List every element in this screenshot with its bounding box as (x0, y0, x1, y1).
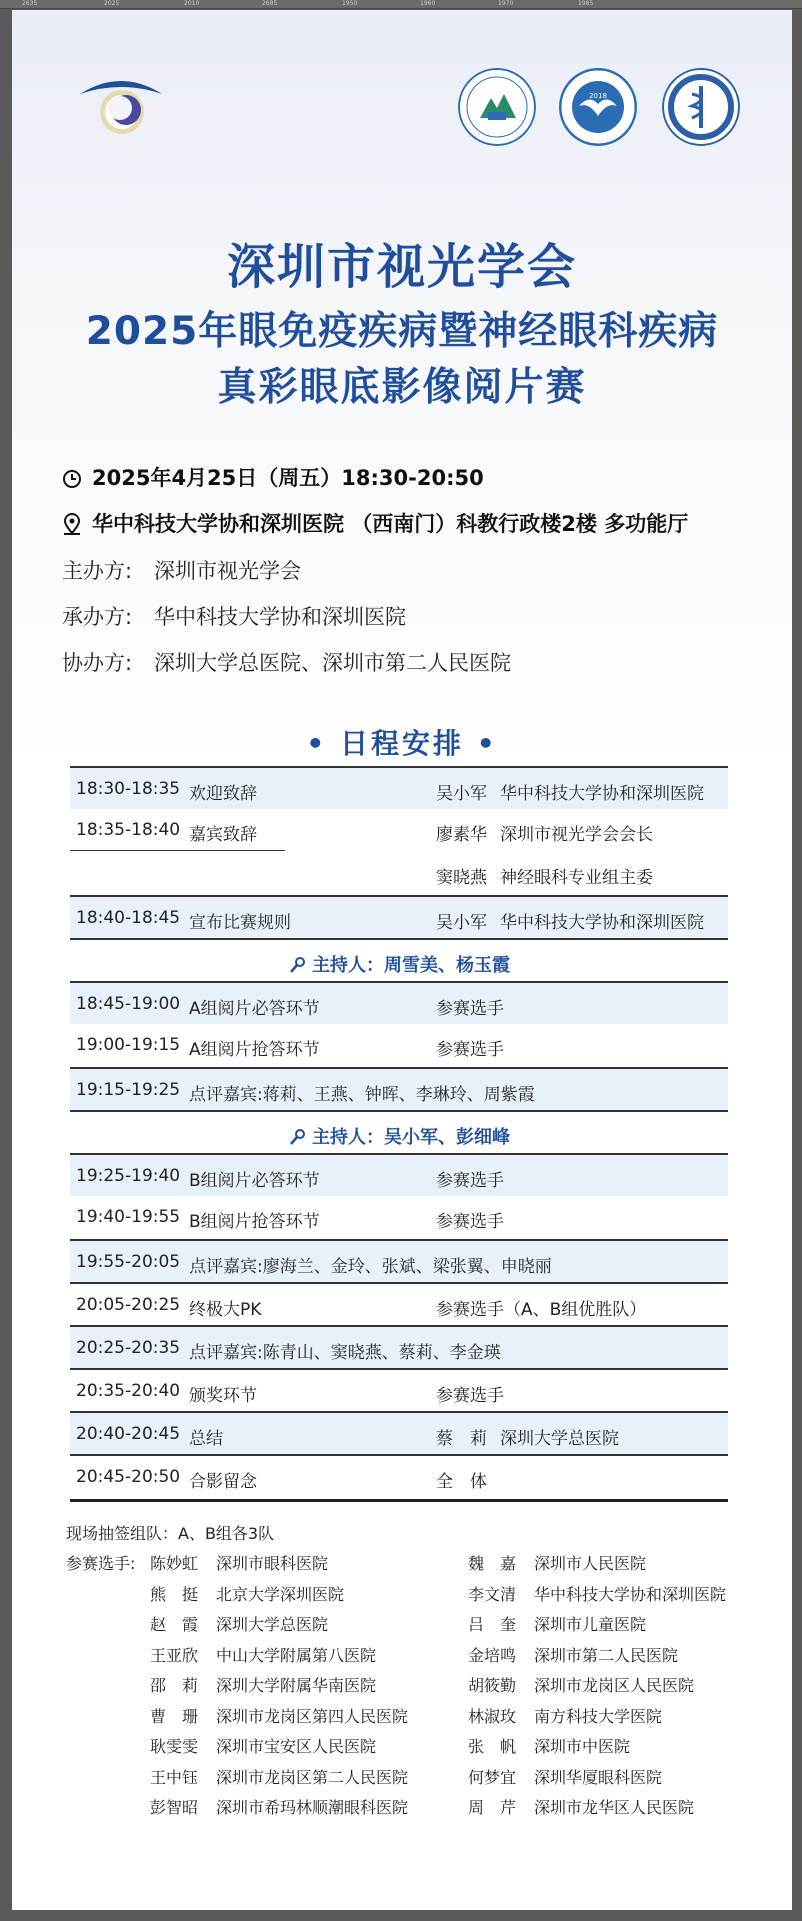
schedule-item: B组阅片抢答环节 (189, 1212, 320, 1232)
host-row-content (70, 951, 728, 977)
ruler-tick: 2635 (22, 0, 38, 7)
schedule-row (70, 1325, 728, 1368)
schedule-row (70, 1239, 728, 1282)
schedule-time: 19:40-19:55 (76, 1207, 181, 1227)
speaker-org: 华中科技大学协和深圳医院 (500, 913, 704, 933)
participants-label: 参赛选手: (66, 1554, 136, 1573)
schedule-row (70, 1153, 728, 1196)
participant-name: 胡筱勤 (468, 1676, 517, 1695)
location-pin-icon (62, 513, 82, 535)
schedule-item: 点评嘉宾:廖海兰、金玲、张斌、梁张翼、申晓丽 (189, 1257, 552, 1277)
participant-org: 北京大学深圳医院 (216, 1584, 345, 1604)
speaker-org: 深圳大学总医院 (500, 1429, 619, 1449)
participant-org: 深圳市龙岗区第二人民医院 (216, 1767, 409, 1787)
participant-org: 深圳市眼科医院 (216, 1554, 329, 1573)
participant-name: 何梦宜 (468, 1767, 517, 1787)
shenzhen-university-seal-icon (559, 68, 637, 146)
schedule-item: A组阅片抢答环节 (189, 1040, 320, 1060)
schedule-time: 19:15-19:25 (76, 1080, 181, 1100)
participant-org: 深圳华厦眼科医院 (534, 1767, 663, 1787)
schedule-time: 18:40-18:45 (76, 908, 181, 928)
participant-org: 深圳市宝安区人民医院 (216, 1737, 377, 1756)
speaker-org: 深圳市视光学会会长 (500, 825, 653, 845)
host-names: 主持人：吴小军、彭细峰 (312, 1127, 510, 1148)
schedule-row (70, 766, 728, 809)
schedule-item: 点评嘉宾:蒋莉、王燕、钟晖、李琳玲、周紫霞 (189, 1085, 535, 1105)
participant-name: 曹 珊 (150, 1706, 199, 1726)
ruler (0, 0, 802, 9)
title-line-1: 深圳市视光学会 (226, 239, 577, 295)
event-datetime (62, 462, 484, 492)
co-organizer-line (62, 647, 511, 677)
ruler-tick: 2010 (184, 0, 200, 7)
participant-org: 深圳大学总医院 (216, 1615, 329, 1634)
speaker-name: 窦晓燕 (436, 868, 487, 888)
speaker-name: 参赛选手（A、B组优胜队） (436, 1300, 647, 1320)
event-venue (62, 508, 688, 538)
ruler-tick: 1950 (342, 0, 358, 7)
host-label: 主办方: (62, 559, 133, 583)
schedule-row (70, 1411, 728, 1454)
title-line-2: 2025年眼免疫疾病暨神经眼科疾病 (85, 309, 719, 354)
speaker-org: 华中科技大学协和深圳医院 (500, 784, 704, 804)
schedule-time: 19:25-19:40 (76, 1166, 181, 1186)
participant-org: 南方科技大学医院 (534, 1706, 663, 1726)
schedule-item: A组阅片必答环节 (189, 999, 320, 1019)
schedule-row (70, 1024, 728, 1067)
co-organizer-value: 深圳大学总医院、深圳市第二人民医院 (154, 651, 511, 675)
speaker-name: 廖素华 (436, 825, 487, 845)
participant-name: 张 帆 (468, 1737, 517, 1756)
schedule-row (70, 1368, 728, 1411)
schedule-time: 19:55-20:05 (76, 1252, 181, 1272)
participant-org: 深圳大学附属华南医院 (216, 1676, 377, 1695)
schedule-time: 18:45-19:00 (76, 994, 181, 1014)
schedule-time: 19:00-19:15 (76, 1035, 181, 1055)
organizer-value: 华中科技大学协和深圳医院 (154, 605, 406, 629)
host-line (62, 555, 301, 585)
schedule-item: 总结 (189, 1429, 223, 1449)
clock-icon (62, 469, 82, 489)
nanshan-hospital-seal-icon (458, 68, 536, 146)
schedule-item: 颁奖环节 (189, 1386, 257, 1406)
participant-org: 深圳市龙岗区人民医院 (534, 1676, 695, 1695)
speaker-name: 参赛选手 (436, 1386, 504, 1406)
participant-name: 魏 嘉 (468, 1554, 517, 1573)
speaker-org: 神经眼科专业组主委 (500, 868, 653, 888)
schedule-row (70, 981, 728, 1024)
participant-name: 陈妙虹 (150, 1554, 199, 1573)
speaker-name: 参赛选手 (436, 1171, 504, 1191)
participant-name: 李文清 (468, 1584, 517, 1604)
host-row (70, 938, 728, 981)
schedule-time: 20:40-20:45 (76, 1424, 181, 1444)
organizer-label: 承办方: (62, 605, 133, 629)
ruler-tick: 1970 (498, 0, 514, 7)
seal-year: 2018 (589, 92, 607, 100)
ruler-tick: 1960 (420, 0, 436, 7)
participant-name: 金培鸣 (468, 1645, 517, 1665)
host-names: 主持人：周雪美、杨玉霞 (312, 955, 510, 976)
participant-name: 熊 挺 (150, 1584, 199, 1604)
participant-org: 深圳市龙岗区第四人民医院 (216, 1706, 409, 1726)
poster (12, 10, 792, 1910)
ruler-tick: 1985 (578, 0, 594, 7)
host-row (70, 1110, 728, 1153)
schedule-item: 欢迎致辞 (189, 784, 257, 804)
participant-name: 耿雯雯 (150, 1737, 199, 1756)
participant-name: 王中钰 (150, 1767, 199, 1787)
row-underline (70, 850, 285, 851)
schedule-row (70, 852, 728, 895)
speaker-name: 参赛选手 (436, 1212, 504, 1232)
participant-org: 中山大学附属第八医院 (216, 1645, 377, 1665)
participant-org: 深圳市第二人民医院 (534, 1645, 679, 1665)
participant-name: 邵 莉 (150, 1676, 199, 1695)
datetime-text: 2025年4月25日（周五）18:30-20:50 (92, 466, 484, 490)
draw-note: 现场抽签组队：A、B组各3队 (66, 1524, 275, 1543)
speaker-name: 吴小军 (436, 784, 487, 804)
participant-name: 林淑玫 (468, 1706, 517, 1726)
schedule-row (70, 1454, 728, 1497)
participant-name: 王亚欣 (150, 1645, 199, 1665)
schedule-time: 18:35-18:40 (76, 820, 181, 840)
title-line-3: 真彩眼底影像阅片赛 (217, 365, 587, 410)
schedule-row (70, 1196, 728, 1239)
schedule-time: 20:35-20:40 (76, 1381, 181, 1401)
eye-logo-icon (76, 72, 166, 142)
schedule-item: 点评嘉宾:陈青山、窦晓燕、蔡莉、李金瑛 (189, 1343, 501, 1363)
speaker-name: 参赛选手 (436, 1040, 504, 1060)
participant-org: 深圳市希玛林顺潮眼科医院 (216, 1798, 409, 1817)
schedule-table-bottom-rule (70, 1499, 728, 1502)
participant-org: 深圳市龙华区人民医院 (534, 1798, 695, 1817)
schedule-item: 宣布比赛规则 (189, 913, 291, 933)
ruler-tick: 2025 (104, 0, 120, 7)
participant-org: 华中科技大学协和深圳医院 (534, 1584, 727, 1604)
schedule-item: 终极大PK (189, 1300, 262, 1320)
schedule-title: • 日程安排 • (306, 727, 498, 760)
participant-org: 深圳市儿童医院 (534, 1615, 647, 1634)
schedule-time: 18:30-18:35 (76, 779, 181, 799)
venue-text: 华中科技大学协和深圳医院 （西南门）科教行政楼2楼 多功能厅 (92, 512, 689, 536)
schedule-item: 嘉宾致辞 (189, 825, 257, 845)
speaker-name: 全 体 (436, 1472, 487, 1492)
schedule-time: 20:05-20:25 (76, 1295, 181, 1315)
schedule-item: B组阅片必答环节 (189, 1171, 320, 1191)
participant-name: 吕 奎 (468, 1615, 517, 1634)
speaker-name: 蔡 莉 (436, 1429, 487, 1449)
schedule-table (70, 766, 728, 1497)
speaker-name: 吴小军 (436, 913, 487, 933)
schedule-item: 合影留念 (189, 1472, 257, 1492)
organizer-line (62, 601, 406, 631)
schedule-row (70, 809, 728, 852)
host-row-content (70, 1123, 728, 1149)
schedule-time: 20:25-20:35 (76, 1338, 181, 1358)
microphone-icon (288, 956, 306, 974)
participant-name: 彭智昭 (150, 1798, 199, 1817)
participant-name: 周 芹 (468, 1798, 517, 1817)
participant-org: 深圳市人民医院 (534, 1554, 647, 1573)
schedule-row (70, 1067, 728, 1110)
participant-org: 深圳市中医院 (534, 1737, 631, 1756)
schedule-row (70, 1282, 728, 1325)
ruler-tick: 2685 (262, 0, 278, 7)
schedule-time: 20:45-20:50 (76, 1467, 181, 1487)
schedule-row (70, 895, 728, 938)
co-organizer-label: 协办方: (62, 651, 133, 675)
microphone-icon (288, 1128, 306, 1146)
host-value: 深圳市视光学会 (154, 559, 301, 583)
speaker-name: 参赛选手 (436, 999, 504, 1019)
participant-name: 赵 霞 (150, 1615, 199, 1634)
shenzhen-second-hospital-seal-icon (662, 68, 740, 146)
